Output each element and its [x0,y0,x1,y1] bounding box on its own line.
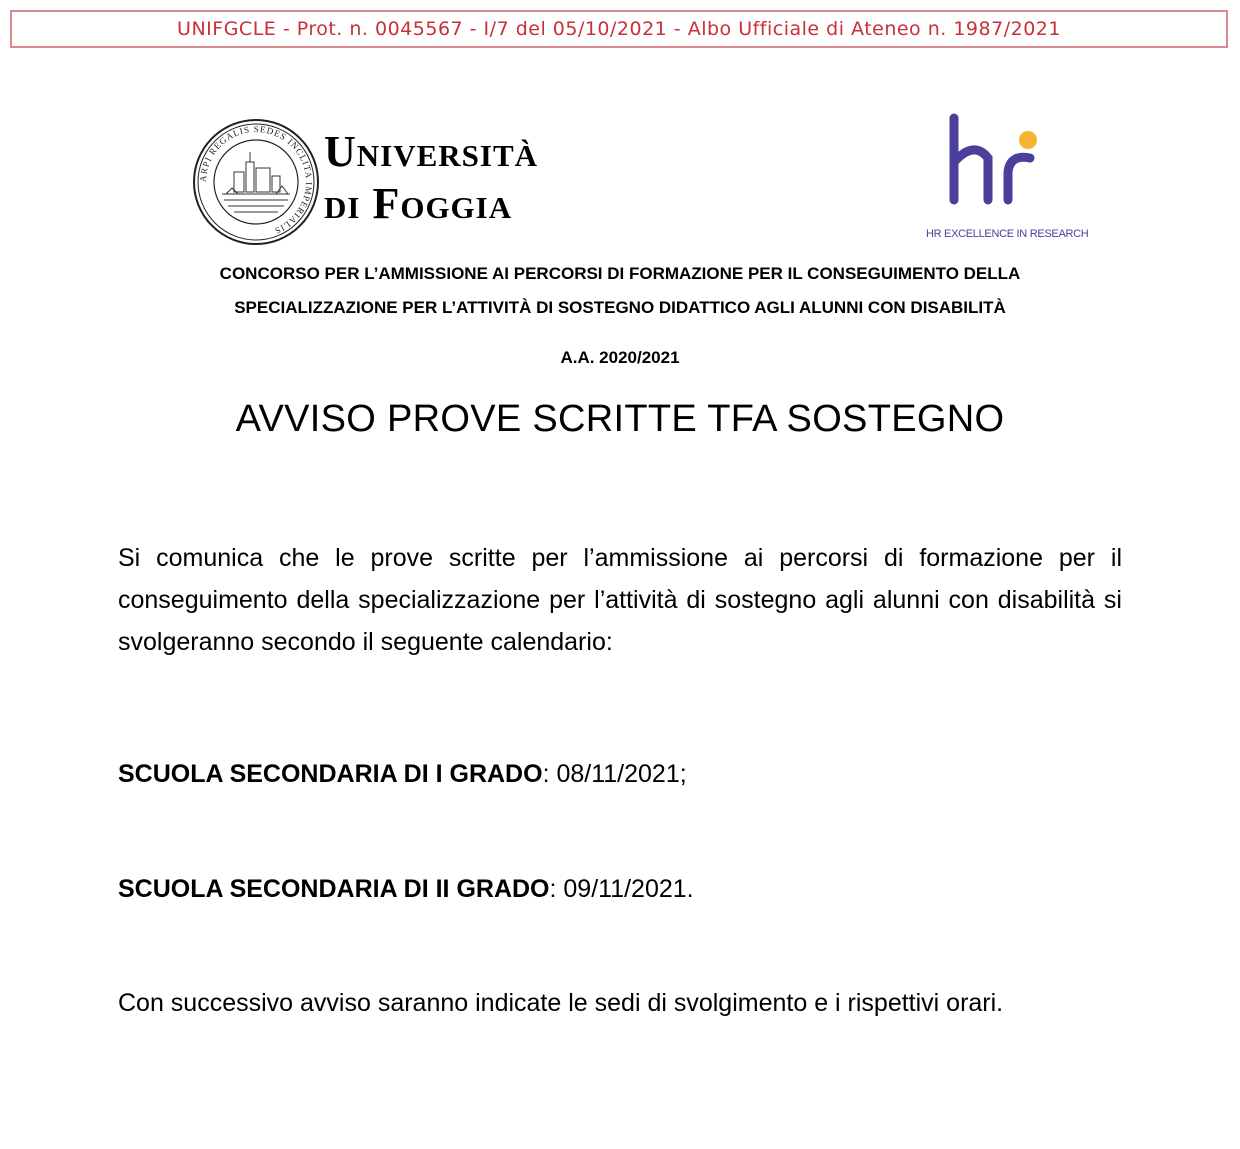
intro-paragraph: Si comunica che le prove scritte per l’ammissione ai percorsi di formazione per il conseguimento della specializzazione per l’attività di sostegno agli alunni con disabilità si svolgeranno secondo il seguente calendario: [118,544,1122,656]
schedule-item-1 [118,753,1122,795]
university-seal-icon [192,118,320,246]
seal-text: ARPI REGALIS SEDES INCLITA IMPERIALIS [197,123,315,237]
schedule-label: SCUOLA SECONDARIA DI II GRADO [118,875,550,903]
closing-paragraph: Con successivo avviso saranno indicate le sedi di svolgimento e i rispettivi orari. [118,989,1004,1017]
schedule-label: SCUOLA SECONDARIA DI I GRADO [118,760,543,788]
academic-year: A.A. 2020/2021 [560,348,680,367]
schedule-date: : 09/11/2021. [549,875,694,903]
heading-line-1: CONCORSO PER L’AMMISSIONE AI PERCORSI DI FORMAZIONE PER IL CONSEGUIMENTO DELLA [219,264,1021,283]
university-name-line1: Università [324,127,539,176]
protocol-stamp: UNIFGCLE - Prot. n. 0045567 - I/7 del 05/10/2021 - Albo Ufficiale di Ateneo n. 1987/2021 [10,10,1228,48]
page-title: AVVISO PROVE SCRITTE TFA SOSTEGNO [235,398,1005,440]
hr-excellence-logo [920,110,1100,250]
university-name-line2: di Foggia [324,179,513,228]
schedule-item-2 [118,868,1122,910]
schedule-date: : 08/11/2021; [542,760,687,788]
hr-caption: HR EXCELLENCE IN RESEARCH [926,228,1089,240]
university-wordmark [324,126,538,230]
heading-line-2: SPECIALIZZAZIONE PER L’ATTIVITÀ DI SOSTEGNO DIDATTICO AGLI ALUNNI CON DISABILITÀ [234,298,1006,317]
university-logo [192,118,592,248]
hr-logo-icon [944,110,1074,220]
